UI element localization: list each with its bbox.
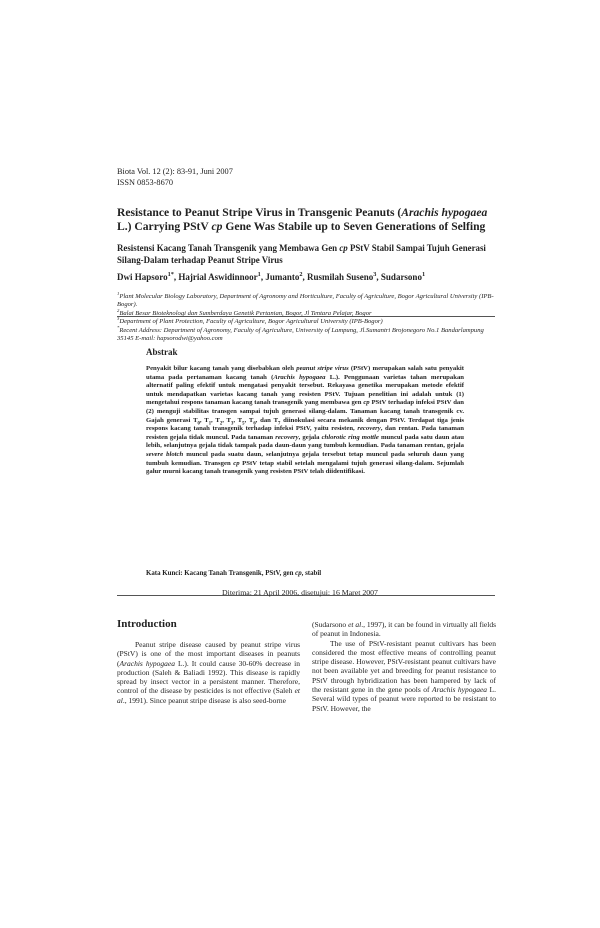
paragraph: (Sudarsono et al., 1997), it can be found in virtually all fields of peanut in Indonesia. <box>312 620 497 639</box>
author-name: Dwi Hapsoro <box>117 272 168 282</box>
title-text: Gene Was Stabile up to Seven Generations of Selfing <box>222 220 486 233</box>
affiliation-line: *Recent Address: Department of Agronomy, Faculty of Agriculture, University of Lampung, Jl.Sumantri Brojonegoro No.1 Bandarlampung 35145 E-mail: hapsorodwi@yahoo.com <box>117 324 484 343</box>
received-dates: Diterima: 21 April 2006, disetujui: 16 Maret 2007 <box>222 588 378 597</box>
affiliation-line: $^2$Balai Besar Bioteknologi dan Sumberdaya Genetik Pertanian, Bogor, Jl Tentara Pelajar, Bogor <box>117 307 372 317</box>
title-gene: cp <box>211 220 223 233</box>
journal-citation: Biota Vol. 12 (2): 83-91, Juni 2007 <box>117 167 233 176</box>
title-text: Resistance to Peanut Stripe Virus in Transgenic Peanuts ( <box>117 206 402 219</box>
title-text: L.) Carrying PStV <box>117 220 212 233</box>
paragraph: Peanut stripe disease caused by peanut stripe virus (PStV) is one of the most important diseases in peanuts (Arachis hypogaea L.). It could cause 30-60% decrease in production (Saleh & Baliadi 1992). This disease is rapidly spread by insect vector in a persistent manner. Therefore, control of the disease by pesticides is not effective (Saleh et al., 1991). Since peanut stripe disease is also seed-borne <box>117 640 300 705</box>
author-name: Rusmilah Suseno <box>306 272 374 282</box>
paper-subtitle <box>117 242 495 266</box>
author-list: Dwi Hapsoro$^{1*}$, Hajrial Aswidinnoor$^1$, Jumanto$^2$, Rusmilah Suseno$^3$, Sudarsono$^1$ <box>117 271 426 282</box>
abstract-body: Penyakit bilur kacang tanah yang disebabkan oleh peanut stripe virus (PStV) merupakan salah satu penyakit utama pada pertanaman kacang tanah (Arachis hypogaea L.). Penggunaan varietas tahan merupakan alternatif paling efektif untuk mengatasi penyakit tersebut. Rekayasa genetika merupakan metode efektif untuk mendapatkan varietas kacang tanah yang resisten PStV. Tujuan penelitian ini adalah untuk (1) mengetahui respons tanaman kacang tanah transgenik yang membawa gen cp PStV terhadap infeksi PStV dan (2) menguji stabilitas transgen sampai tujuh generasi silang-dalam. Tanaman kacang tanah transgenik cv. Gajah generasi $T_0$, $T_1$, $T_2$, $T_3$, $T_5$, $T_6$, dan $T_7$ diinokulasi secara mekanik dengan PStV. Terdapat tiga jenis respons kacang tanah transgenik terhadap infeksi PStV, yaitu resisten, recovery, dan rentan. Pada tanaman resisten gejala tidak muncul. Pada tanaman recovery, gejala chlorotic ring mottle muncul pada satu daun atau lebih, selanjutnya gejala tidak tampak pada daun-daun yang tumbuh kemudian. Pada tanaman rentan, gejala severe blotch muncul pada suatu daun, selanjutnya gejala tersebut tetap muncul pada seluruh daun yang tumbuh kemudian. Transgen cp PStV tetap stabil setelah mengalami tujuh generasi silang-dalam. Sejumlah galur murni kacang tanah transgenik yang resisten PStV telah diidentifikasi. <box>146 365 465 476</box>
paragraph: The use of PStV-resistant peanut cultivars has been considered the most effective means of controlling peanut stripe disease. However, PStV-resistant peanut cultivars have not been available yet and breeding for peanut resistance to PStV through hybridization has been hampered by lack of the resistant gene in the gene pools of Arachis hypogaea L. Several wild types of peanut were reported to be resistant to PStV. However, the <box>312 638 496 713</box>
author-name: Sudarsono <box>380 272 422 282</box>
abstract-heading: Abstrak <box>146 347 178 357</box>
author-affiliation-mark: 1 <box>257 271 261 278</box>
author-affiliation-mark: 1* <box>167 271 174 278</box>
subtitle-gene: cp <box>339 243 348 253</box>
author-affiliation-mark: 1 <box>421 271 426 278</box>
author-name: Jumanto <box>265 272 300 282</box>
affiliation-line: $^1$Plant Molecular Biology Laboratory, Department of Agronomy and Horticulture, Faculty of Agriculture, Bogor Agricultural University (IPB-Bogor). <box>117 290 494 309</box>
author-affiliation-mark: 3 <box>373 271 377 278</box>
paper-title <box>117 206 495 234</box>
affiliation-line: $^3$Department of Plant Protection, Faculty of Agriculture, Bogor Agricultural University (IPB-Bogor) <box>117 316 383 326</box>
subtitle-text: PStV Stabil Sampai Tujuh Generasi Silang-Dalam terhadap Peanut Stripe Virus <box>117 243 486 265</box>
author-affiliation-mark: 2 <box>299 271 303 278</box>
journal-header <box>117 166 233 188</box>
introduction-heading: Introduction <box>117 618 177 630</box>
introduction-left-column <box>117 640 300 705</box>
introduction-right-column <box>312 620 496 713</box>
title-species: Arachis hypogaea <box>401 206 488 219</box>
journal-issn: ISSN 0853-8670 <box>117 178 174 187</box>
keywords: Kata Kunci: Kacang Tanah Transgenik, PStV, gen cp, stabil <box>146 570 322 577</box>
subtitle-text: Resistensi Kacang Tanah Transgenik yang Membawa Gen <box>117 243 340 253</box>
author-name: Hajrial Aswidinnoor <box>178 272 258 282</box>
